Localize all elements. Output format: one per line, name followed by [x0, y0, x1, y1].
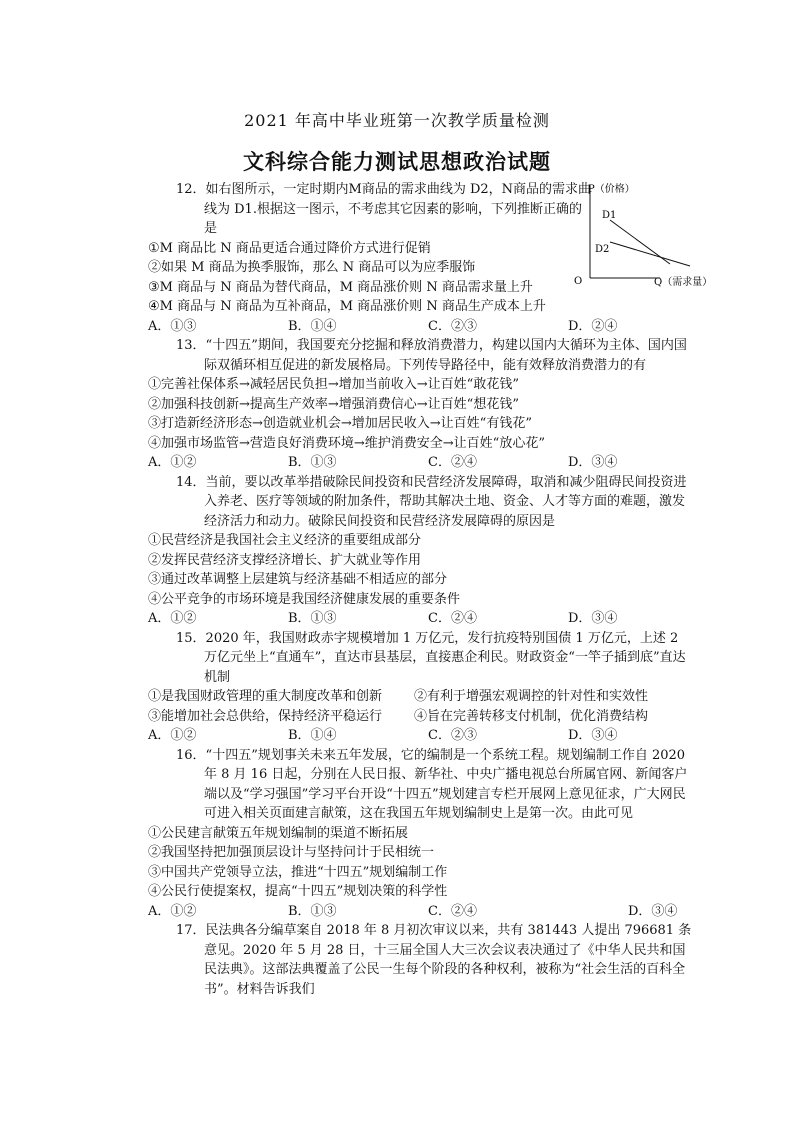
question-14-option-2: ②发挥民营经济支撑经济增长、扩大就业等作用: [148, 552, 422, 568]
choice-b[interactable]: B．①④: [288, 728, 337, 743]
origin-label: O: [574, 276, 583, 287]
question-16-stem: 16．“十四五”规划事关未来五年发展，它的编制是一个系统工程。规划编制工作自 2020 年 8 月 16 日起，分别在人民日报、新华社、中央广播电视总台所属官网、新闻客户端以及“学习强国”学习平台开设“十四五”规划建言专栏开展网上意见征求，广大网民可进入相关页面建言献策，这在我国五年规划编制史上是第一次。由此可见: [176, 747, 688, 821]
choice-d[interactable]: D．③④: [628, 903, 678, 919]
question-17: [148, 921, 692, 999]
question-15-choices: [148, 726, 688, 746]
choice-c[interactable]: C．②④: [428, 903, 477, 919]
choice-a[interactable]: A．①②: [148, 728, 197, 743]
d2-label: D2: [595, 244, 610, 255]
choice-c[interactable]: C．②④: [428, 611, 477, 626]
question-12-stem: 12．如右图所示，一定时期内M商品的需求曲线为 D2，N商品的需求曲线为 D1.根据这一图示，不考虑其它因素的影响，下列推断正确的是: [176, 182, 592, 236]
question-13: [148, 336, 688, 473]
question-15-option-1: ①是我国财政管理的重大制度改革和创新: [148, 689, 383, 704]
d1-label: D1: [602, 210, 617, 221]
choice-d[interactable]: D．②④: [568, 318, 618, 334]
question-12-option-2: ②如果 M 商品为换季服饰，那么 N 商品可以为应季服饰: [148, 260, 476, 275]
choice-c[interactable]: C．②④: [428, 455, 477, 470]
question-15-option-3: ③能增加社会总供给，保持经济平稳运行: [148, 708, 383, 724]
question-16-choices: [148, 902, 688, 922]
choice-b[interactable]: B．①③: [288, 903, 337, 919]
exam-subtitle: 文科综合能力测试思想政治试题: [243, 149, 551, 174]
question-12-option-4: ④M 商品与 N 商品为互补商品，M 商品涨价则 N 商品生产成本上升: [148, 299, 546, 314]
question-13-option-2: ②加强科技创新→提高生产效率→增强消费信心→让百姓“想花钱”: [148, 396, 519, 412]
y-axis-label: P（价格）: [588, 184, 635, 195]
question-15: [148, 629, 688, 746]
question-14-stem: 14．当前，要以改革举措破除民间投资和民营经济发展障碍，取消和减少阻碍民间投资进入养老、医疗等领域的附加条件，帮助其解决土地、资金、人才等方面的难题，激发经济活力和动力。破除民间投资和民营经济发展障碍的原因是: [176, 474, 687, 529]
question-13-choices: [148, 453, 688, 473]
question-list: [148, 180, 692, 999]
question-16-option-3: ③中国共产党领导立法，推进“十四五”规划编制工作: [148, 864, 448, 880]
question-12-option-1: ①M 商品比 N 商品更适合通过降价方式进行促销: [148, 240, 431, 256]
choice-d[interactable]: D．③④: [568, 728, 618, 743]
question-12: [148, 180, 688, 336]
question-13-option-3: ③打造新经济形态→创造就业机会→增加居民收入→让百姓“有钱花”: [148, 416, 532, 431]
question-13-stem: 13．“十四五”期间，我国要充分挖掘和释放消费潜力，构建以国内大循环为主体、国内国际双循环相互促进的新发展格局。下列传导路径中，能有效释放消费潜力的有: [176, 338, 687, 373]
question-13-option-1: ①完善社保体系→减轻居民负担→增加当前收入→让百姓“敢花钱”: [148, 377, 519, 392]
question-16-option-1: ①公民建言献策五年规划编制的渠道不断拓展: [148, 825, 409, 841]
question-14-option-4: ④公平竞争的市场环境是我国经济健康发展的重要条件: [148, 591, 461, 607]
choice-b[interactable]: B．①③: [288, 455, 337, 470]
question-16-option-2: ②我国坚持把加强顶层设计与坚持问计于民相统一: [148, 845, 435, 860]
question-14: [148, 473, 688, 629]
x-axis-label: Q（需求量）: [654, 277, 713, 288]
question-12-option-3: ③M 商品与 N 商品为替代商品，M 商品涨价则 N 商品需求量上升: [148, 279, 533, 295]
question-14-choices: [148, 609, 688, 629]
question-14-option-3: ③通过改革调整上层建筑与经济基础不相适应的部分: [148, 572, 448, 587]
question-16: [148, 746, 688, 922]
question-15-options-row-2: [148, 707, 688, 727]
choice-b[interactable]: B．①③: [288, 611, 337, 626]
choice-c[interactable]: C．②③: [428, 318, 477, 334]
exam-title: 2021 年高中毕业班第一次教学质量检测: [244, 111, 550, 130]
choice-b[interactable]: B．①④: [288, 318, 337, 334]
question-14-option-1: ①民营经济是我国社会主义经济的重要组成部分: [148, 533, 422, 548]
choice-a[interactable]: A．①②: [148, 611, 197, 626]
question-15-option-2: ②有利于增强宏观调控的针对性和实效性: [414, 689, 649, 704]
choice-c[interactable]: C．②③: [428, 728, 477, 743]
choice-d[interactable]: D．③④: [568, 611, 618, 626]
choice-a[interactable]: A．①②: [148, 903, 197, 919]
question-13-option-4: ④加强市场监管→营造良好消费环境→维护消费安全→让百姓“放心花”: [148, 435, 545, 451]
question-17-stem: 17．民法典各分编草案自 2018 年 8 月初次审议以来，共有 381443 人提出 796681 条意见。2020 年 5 月 28 日，十三届全国人大三次会议表决通过了《中华人民共和国民法典》。这部法典覆盖了公民一生每个阶段的各种权利，被称为“社会生活的百科全书”。材料告诉我们: [176, 923, 692, 997]
choice-d[interactable]: D．③④: [568, 455, 618, 470]
question-12-choices: [148, 317, 688, 337]
question-16-option-4: ④公民行使提案权，提高“十四五”规划决策的科学性: [148, 884, 448, 899]
question-15-option-4: ④旨在完善转移支付机制，优化消费结构: [414, 708, 649, 724]
question-15-stem: 15．2020 年，我国财政赤字规模增加 1 万亿元，发行抗疫特别国债 1 万亿元，上述 2 万亿元坐上“直通车”，直达市县基层，直接惠企利民。财政资金“一竿子插到底”直达机制: [176, 630, 686, 685]
choice-a[interactable]: A．①②: [148, 455, 197, 470]
question-15-options-row-1: [148, 687, 688, 707]
choice-a[interactable]: A．①③: [148, 318, 197, 334]
